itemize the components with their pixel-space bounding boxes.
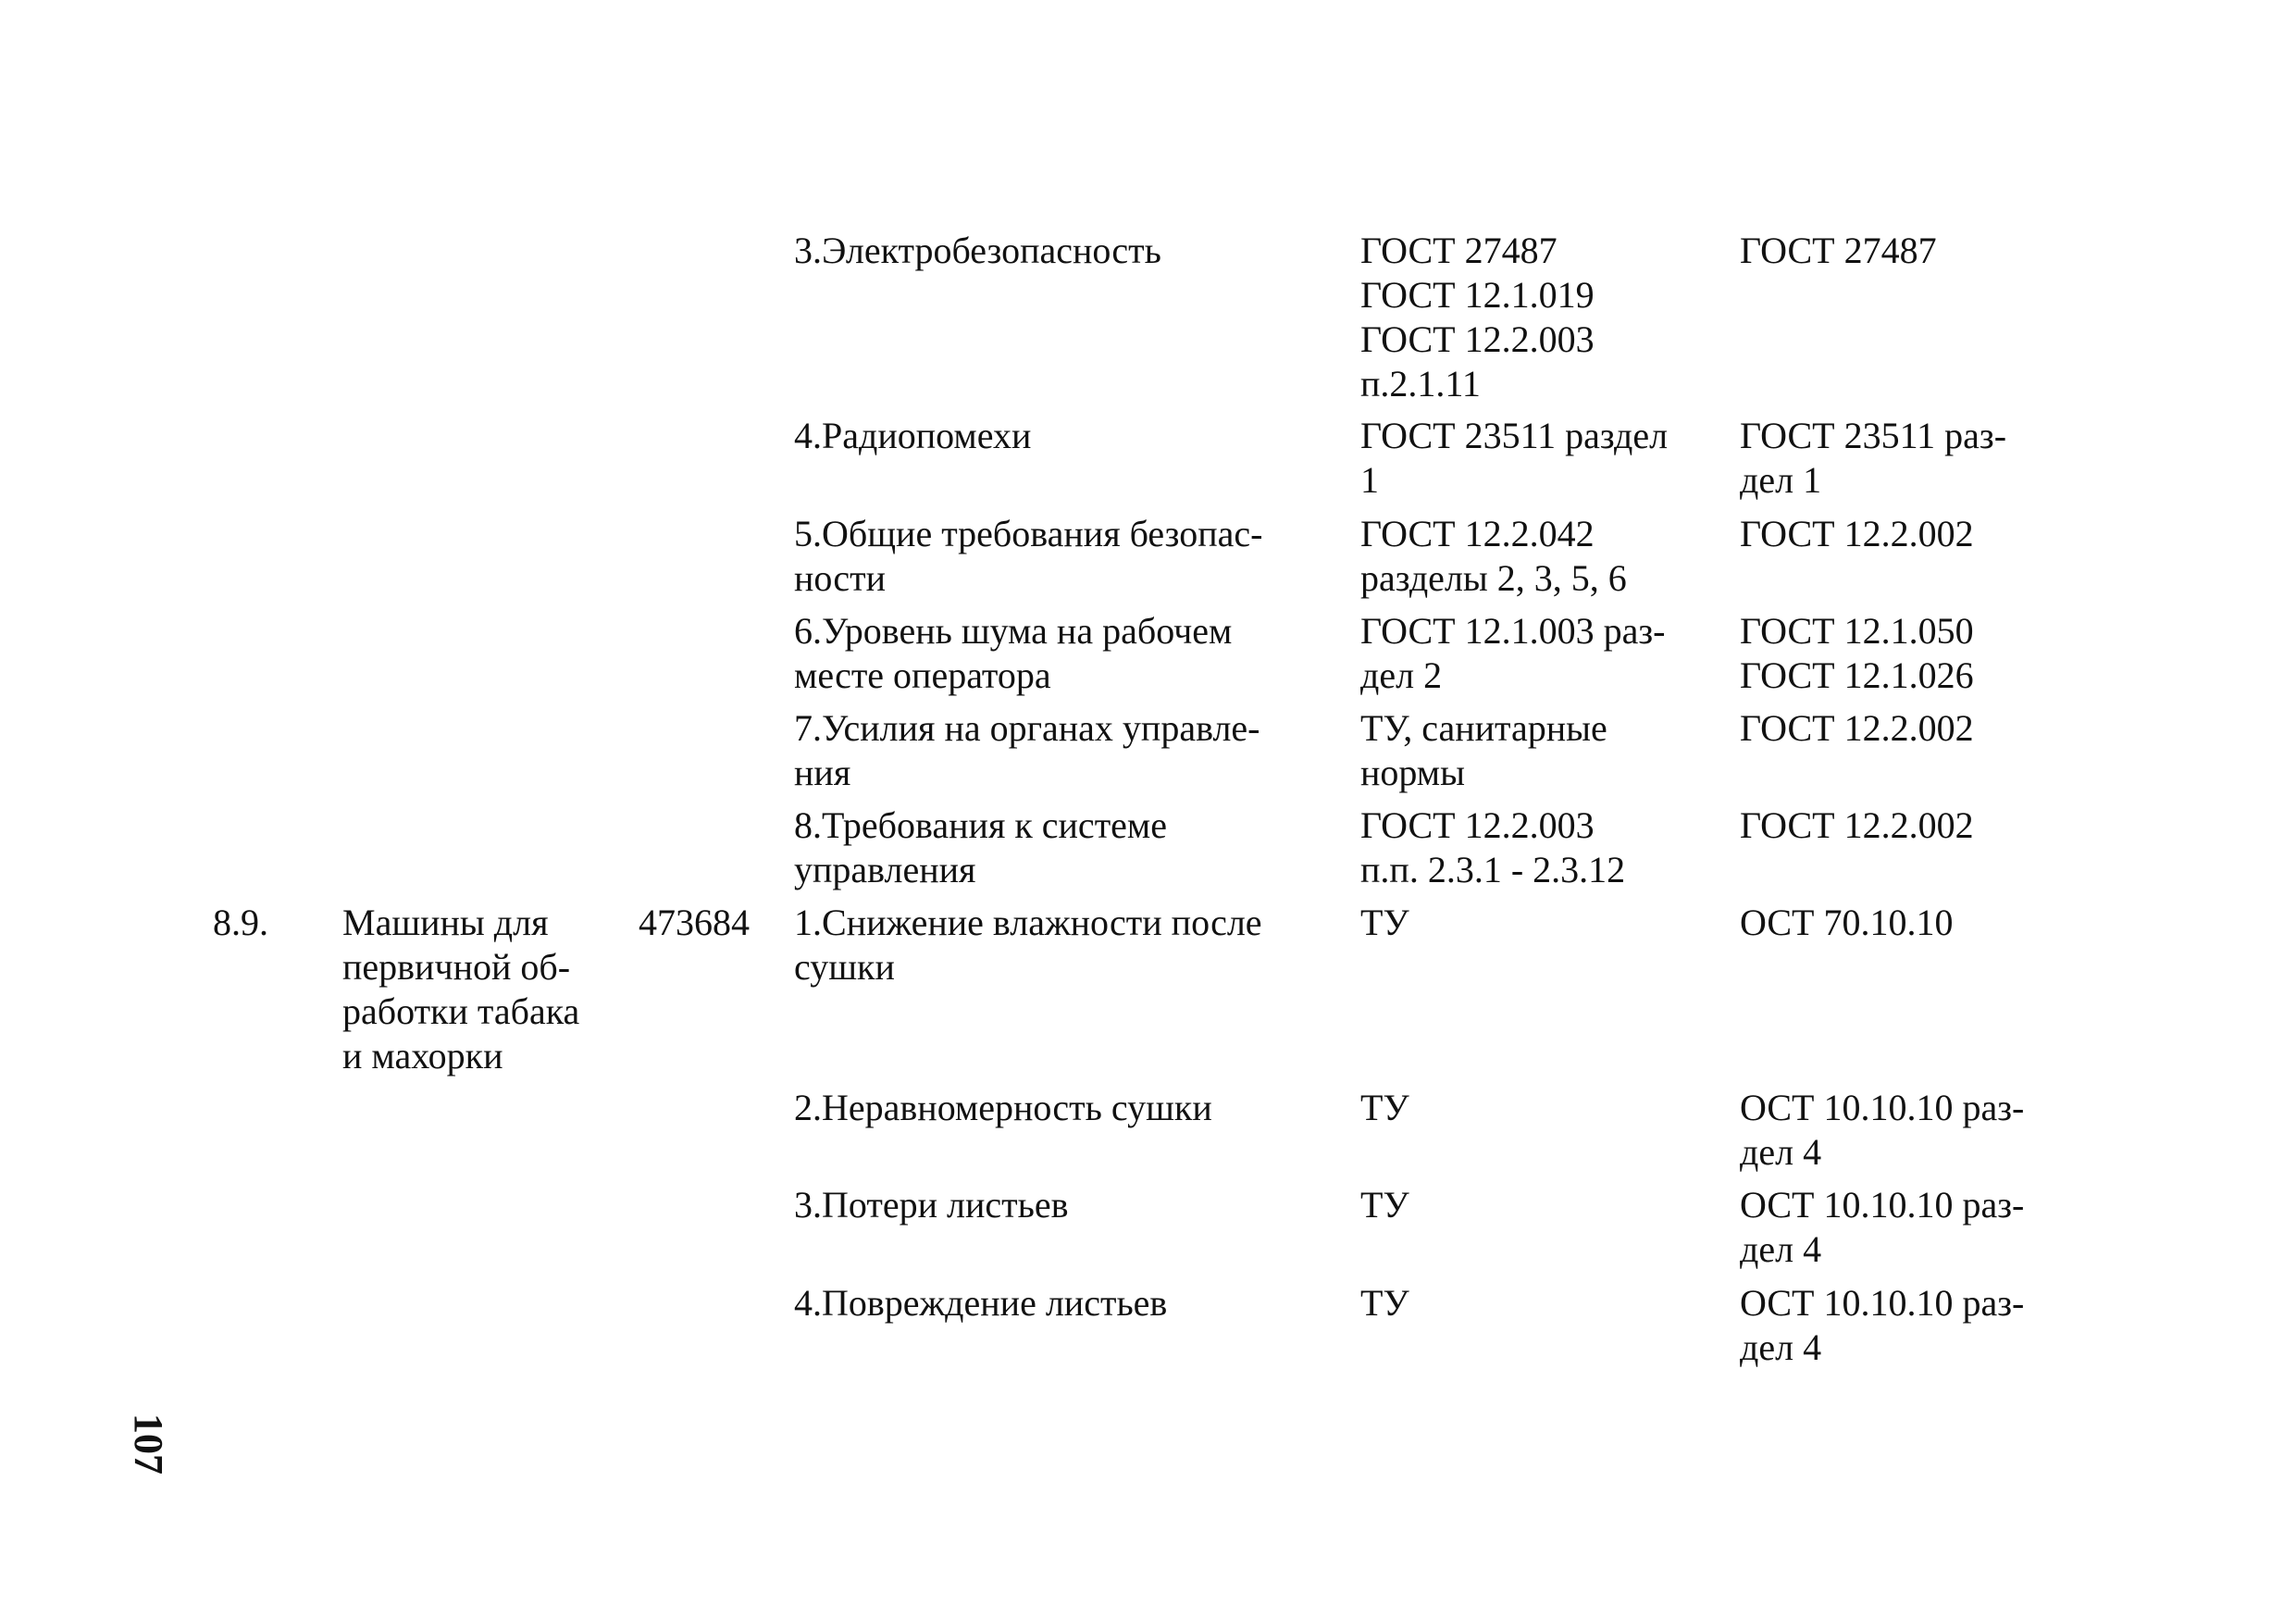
normative-doc-cell: ГОСТ 12.1.050 ГОСТ 12.1.026 — [1740, 610, 1974, 696]
indicator-cell: 7.Усилия на органах управле- ния — [794, 707, 1260, 793]
test-method-cell: ГОСТ 12.2.042 разделы 2, 3, 5, 6 — [1360, 513, 1627, 599]
indicator-cell: 8.Требования к системе управления — [794, 804, 1167, 890]
test-method-cell: ГОСТ 12.1.003 раз- дел 2 — [1360, 610, 1666, 696]
test-method-cell: ТУ — [1360, 902, 1409, 943]
normative-doc-cell: ГОСТ 12.2.002 — [1740, 513, 1974, 554]
product-name-cell: Машины для первичной об- работки табака и махорки — [342, 902, 580, 1077]
test-method-cell: ГОСТ 23511 раздел 1 — [1360, 415, 1669, 501]
indicator-cell: 1.Снижение влажности после сушки — [794, 902, 1262, 988]
normative-doc-cell: ОСТ 10.10.10 раз- дел 4 — [1740, 1184, 2025, 1270]
test-method-cell: ТУ — [1360, 1087, 1409, 1128]
normative-doc-cell: ГОСТ 27487 — [1740, 230, 1937, 271]
test-method-cell: ТУ — [1360, 1282, 1409, 1324]
normative-doc-cell: ОСТ 10.10.10 раз- дел 4 — [1740, 1282, 2025, 1368]
normative-doc-cell: ОСТ 70.10.10 — [1740, 902, 1954, 943]
test-method-cell: ГОСТ 12.2.003 п.п. 2.3.1 - 2.3.12 — [1360, 804, 1626, 890]
indicator-cell: 5.Общие требования безопас- ности — [794, 513, 1263, 599]
indicator-cell: 4.Повреждение листьев — [794, 1282, 1168, 1324]
normative-doc-cell: ГОСТ 12.2.002 — [1740, 804, 1974, 846]
test-method-cell: ГОСТ 27487 ГОСТ 12.1.019 ГОСТ 12.2.003 п.2.1.11 — [1360, 230, 1595, 404]
indicator-cell: 4.Радиопомехи — [794, 415, 1032, 456]
normative-doc-cell: ГОСТ 12.2.002 — [1740, 707, 1974, 749]
item-number-cell: 8.9. — [213, 902, 268, 943]
page-number: 107 — [126, 1413, 171, 1475]
indicator-cell: 3.Потери листьев — [794, 1184, 1069, 1226]
indicator-cell: 3.Электробезопасность — [794, 230, 1161, 271]
test-method-cell: ТУ — [1360, 1184, 1409, 1226]
indicator-cell: 2.Неравномерность сушки — [794, 1087, 1212, 1128]
test-method-cell: ТУ, санитарные нормы — [1360, 707, 1607, 793]
normative-doc-cell: ГОСТ 23511 раз- дел 1 — [1740, 415, 2007, 501]
product-code-cell: 473684 — [639, 902, 750, 943]
normative-doc-cell: ОСТ 10.10.10 раз- дел 4 — [1740, 1087, 2025, 1173]
indicator-cell: 6.Уровень шума на рабочем месте оператора — [794, 610, 1233, 696]
